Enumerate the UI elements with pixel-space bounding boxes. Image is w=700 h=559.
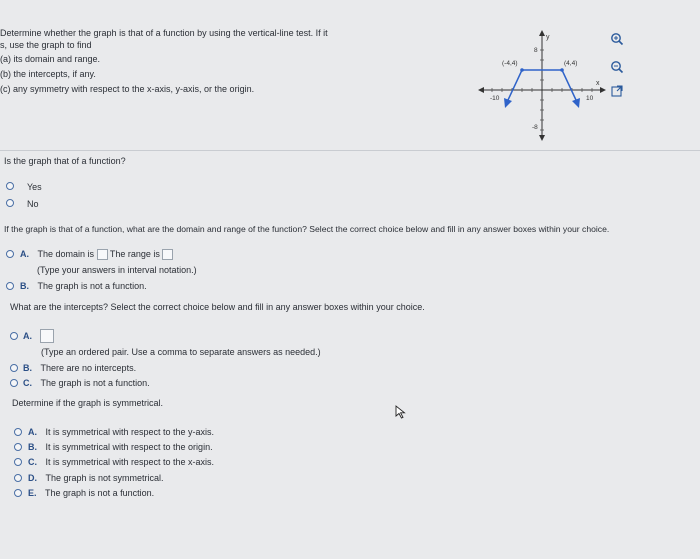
external-link-icon[interactable]	[608, 82, 626, 100]
radio-symmetry-c[interactable]	[14, 458, 22, 466]
radio-domain-b[interactable]	[6, 282, 14, 290]
radio-symmetry-e[interactable]	[14, 489, 22, 497]
y-axis-up-arrow	[539, 30, 545, 36]
option-letter: B.	[20, 281, 29, 291]
domain-option-a[interactable]	[20, 249, 173, 260]
symmetry-option-c[interactable]	[28, 457, 214, 467]
prompt-part-c: (c) any symmetry with respect to the x-axis, y-axis, or the origin.	[0, 84, 255, 94]
option-letter: C.	[23, 378, 32, 388]
intercepts-option-b-text: There are no intercepts.	[40, 363, 137, 373]
question-symmetry: Determine if the graph is symmetrical.	[12, 398, 164, 408]
symmetry-option-b[interactable]	[28, 442, 213, 452]
x-axis-left-arrow	[478, 87, 484, 93]
domain-option-b-text: The graph is not a function.	[37, 281, 147, 291]
range-input[interactable]	[162, 249, 173, 260]
point-right-label: (4,4)	[564, 60, 578, 67]
option-no-label[interactable]: No	[27, 199, 39, 209]
mouse-pointer-icon	[395, 405, 407, 419]
function-graph	[478, 30, 608, 142]
domain-option-b[interactable]	[20, 281, 147, 291]
radio-symmetry-b[interactable]	[14, 443, 22, 451]
x-axis-label: x	[596, 80, 600, 87]
prompt-line2: s, use the graph to find	[0, 40, 92, 50]
symmetry-option-d[interactable]	[28, 473, 164, 483]
point-right	[560, 68, 564, 72]
intercepts-option-c[interactable]	[23, 378, 150, 388]
point-left	[520, 68, 524, 72]
point-left-label: (-4,4)	[502, 60, 518, 67]
option-letter: A.	[28, 427, 37, 437]
option-letter: C.	[28, 457, 37, 467]
magnify-minus-icon[interactable]	[608, 58, 626, 76]
radio-intercepts-c[interactable]	[10, 379, 18, 387]
x-axis-right-arrow	[600, 87, 606, 93]
intercepts-input[interactable]	[40, 329, 54, 343]
range-label: The range is	[109, 249, 160, 259]
radio-symmetry-a[interactable]	[14, 428, 22, 436]
symmetry-option-text: The graph is not a function.	[45, 488, 155, 498]
question-domain-range: If the graph is that of a function, what are the domain and range of the function? Select the correct choice below and fill in any answer boxes within your choice.	[4, 224, 610, 234]
x-max-tick-label: 10	[586, 95, 594, 102]
symmetry-option-text: It is symmetrical with respect to the y-axis.	[45, 427, 215, 437]
magnify-plus-icon[interactable]	[608, 30, 626, 48]
prompt-line1: Determine whether the graph is that of a function by using the vertical-line test. If it	[0, 28, 328, 38]
question-intercepts: What are the intercepts? Select the correct choice below and fill in any answer boxes within your choice.	[10, 302, 425, 312]
prompt-part-b: (b) the intercepts, if any.	[0, 69, 96, 79]
ordered-pair-hint: (Type an ordered pair. Use a comma to separate answers as needed.)	[41, 347, 321, 357]
radio-no[interactable]	[6, 199, 14, 207]
option-letter: A.	[20, 249, 29, 259]
radio-intercepts-a[interactable]	[10, 332, 18, 340]
domain-label: The domain is	[37, 249, 95, 259]
radio-domain-a[interactable]	[6, 250, 14, 258]
curve-left-arrow	[504, 98, 512, 108]
symmetry-option-text: The graph is not symmetrical.	[45, 473, 164, 483]
intercepts-option-b[interactable]	[23, 363, 136, 373]
radio-yes[interactable]	[6, 182, 14, 190]
y-axis-label: y	[546, 34, 550, 41]
option-letter: A.	[23, 331, 32, 341]
curve-right-arrow	[572, 98, 580, 108]
option-letter: E.	[28, 488, 37, 498]
intercepts-option-c-text: The graph is not a function.	[40, 378, 150, 388]
option-letter: D.	[28, 473, 37, 483]
y-min-tick-label: -8	[532, 124, 538, 131]
prompt-part-a: (a) its domain and range.	[0, 54, 101, 64]
y-axis-down-arrow	[539, 135, 545, 141]
y-max-tick-label: 8	[534, 47, 538, 54]
symmetry-option-text: It is symmetrical with respect to the x-axis.	[45, 457, 215, 467]
symmetry-option-a[interactable]	[28, 427, 214, 437]
option-letter: B.	[28, 442, 37, 452]
option-yes-label[interactable]: Yes	[27, 182, 42, 192]
intercepts-option-a-letter	[23, 331, 32, 341]
x-min-tick-label: -10	[490, 95, 500, 102]
radio-intercepts-b[interactable]	[10, 364, 18, 372]
option-letter: B.	[23, 363, 32, 373]
domain-input[interactable]	[97, 249, 108, 260]
radio-symmetry-d[interactable]	[14, 474, 22, 482]
question-is-function: Is the graph that of a function?	[4, 156, 126, 166]
section-divider	[0, 150, 700, 151]
interval-notation-hint: (Type your answers in interval notation.)	[37, 265, 197, 275]
symmetry-option-e[interactable]	[28, 488, 154, 498]
symmetry-option-text: It is symmetrical with respect to the origin.	[45, 442, 213, 452]
